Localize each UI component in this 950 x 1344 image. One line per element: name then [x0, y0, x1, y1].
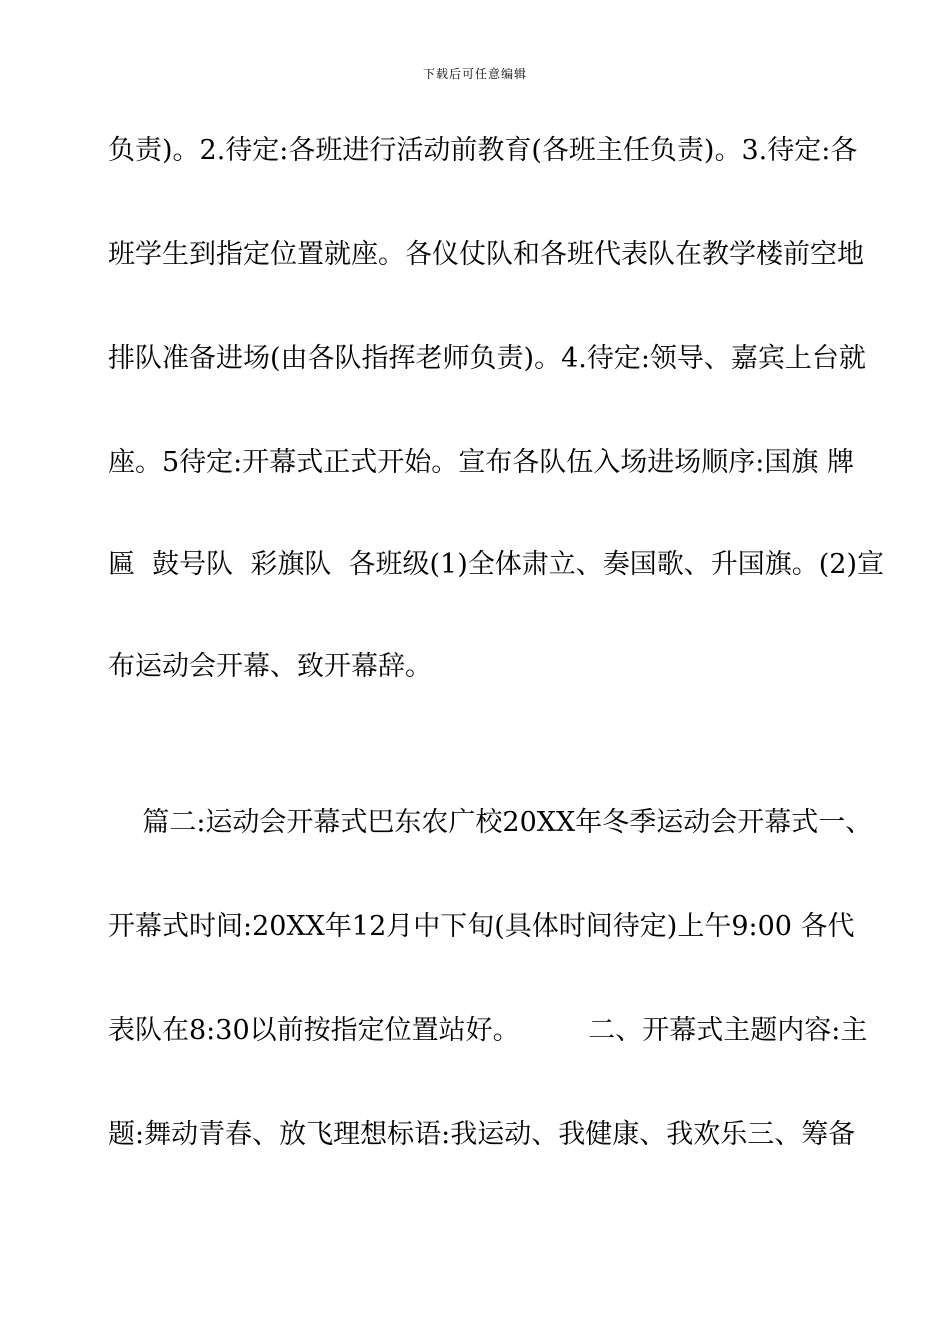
body-text-line: 开幕式时间:20XX年12月中下旬(具体时间待定)上午9:00 各代 [108, 911, 855, 942]
body-text-line: 座。5待定:开幕式正式开始。宣布各队伍入场进场顺序:国旗 牌 [108, 447, 854, 478]
page-header: 下载后可任意编辑 [422, 67, 527, 81]
body-text-line: 匾 鼓号队 彩旗队 各班级(1)全体肃立、奏国歌、升国旗。(2)宣 [108, 549, 884, 580]
body-text-line: 班学生到指定位置就座。各仪仗队和各班代表队在教学楼前空地 [108, 239, 864, 270]
body-text-line: 篇二:运动会开幕式巴东农广校20XX年冬季运动会开幕式一、 [108, 807, 873, 838]
body-text-line: 题:舞动青春、放飞理想标语:我运动、我健康、我欢乐三、筹备 [108, 1119, 856, 1150]
body-text-line: 排队准备进场(由各队指挥老师负责)。4.待定:领导、嘉宾上台就 [108, 343, 866, 374]
body-text-line: 布运动会开幕、致开幕辞。 [108, 651, 432, 682]
body-text-line: 表队在8:30以前按指定位置站好。 二、开幕式主题内容:主 [108, 1015, 868, 1046]
body-text-line: 负责)。2.待定:各班进行活动前教育(各班主任负责)。3.待定:各 [108, 135, 858, 166]
